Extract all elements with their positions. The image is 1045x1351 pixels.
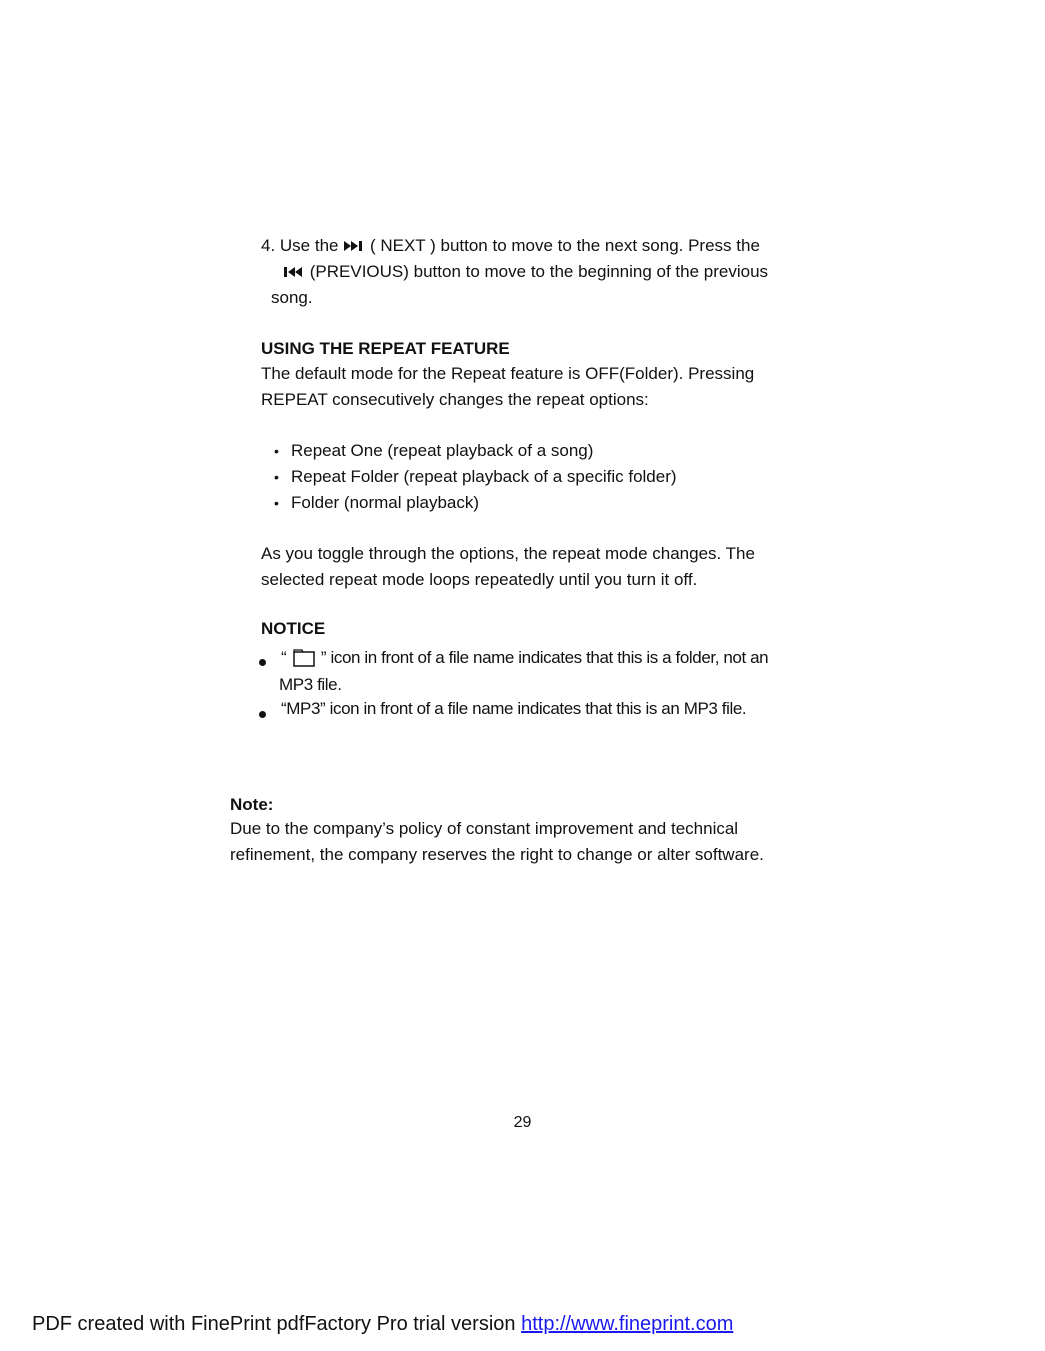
notice-item-2: “MP3” icon in front of a file name indicates that this is an MP3 file.: [281, 699, 747, 718]
repeat-outro-line2: selected repeat mode loops repeatedly until you turn it off.: [261, 570, 698, 589]
repeat-option-2: Repeat Folder (repeat playback of a specific folder): [291, 467, 677, 486]
page-number: 29: [513, 1114, 532, 1131]
pdf-footer: [32, 1311, 733, 1337]
notice-item-1: [281, 647, 768, 669]
step4-line1: [261, 235, 760, 258]
previous-track-icon: [283, 262, 305, 284]
repeat-outro-line1: As you toggle through the options, the repeat mode changes. The: [261, 544, 755, 563]
next-track-icon: [343, 236, 365, 258]
repeat-intro-line1: The default mode for the Repeat feature is OFF(Folder). Pressing: [261, 364, 755, 383]
folder-icon: [293, 649, 315, 667]
step4-line2: [283, 261, 768, 284]
footer-link[interactable]: http://www.fineprint.com: [521, 1313, 734, 1335]
bullet-icon: •: [274, 495, 279, 511]
bullet-icon: •: [274, 443, 279, 459]
step4-line3: song.: [271, 288, 313, 307]
note-heading: Note:: [230, 795, 274, 814]
bullet-icon: [259, 659, 266, 666]
note-line2: refinement, the company reserves the right to change or alter software.: [230, 845, 764, 864]
step4-line2-text: (PREVIOUS) button to move to the beginning of the previous: [309, 262, 769, 281]
notice-item-1-continued: MP3 file.: [279, 675, 342, 694]
step4-line1-start: 4. Use the: [261, 236, 339, 255]
repeat-intro-line2: REPEAT consecutively changes the repeat options:: [261, 390, 649, 409]
note-line1: Due to the company’s policy of constant improvement and technical: [230, 819, 739, 838]
footer-text: PDF created with FinePrint pdfFactory Pro trial version: [32, 1313, 516, 1335]
bullet-icon: [259, 711, 266, 718]
bullet-icon: •: [274, 469, 279, 485]
step4-line1-end: ( NEXT ) button to move to the next song. Press the: [369, 236, 760, 255]
repeat-option-3: Folder (normal playback): [291, 493, 480, 512]
repeat-option-1: Repeat One (repeat playback of a song): [291, 441, 594, 460]
notice-heading: NOTICE: [261, 619, 326, 638]
repeat-heading: USING THE REPEAT FEATURE: [261, 339, 510, 358]
notice-item-1-quote: “: [281, 648, 287, 667]
notice-item-1-text: ” icon in front of a file name indicates that this is a folder, not an: [320, 648, 769, 667]
